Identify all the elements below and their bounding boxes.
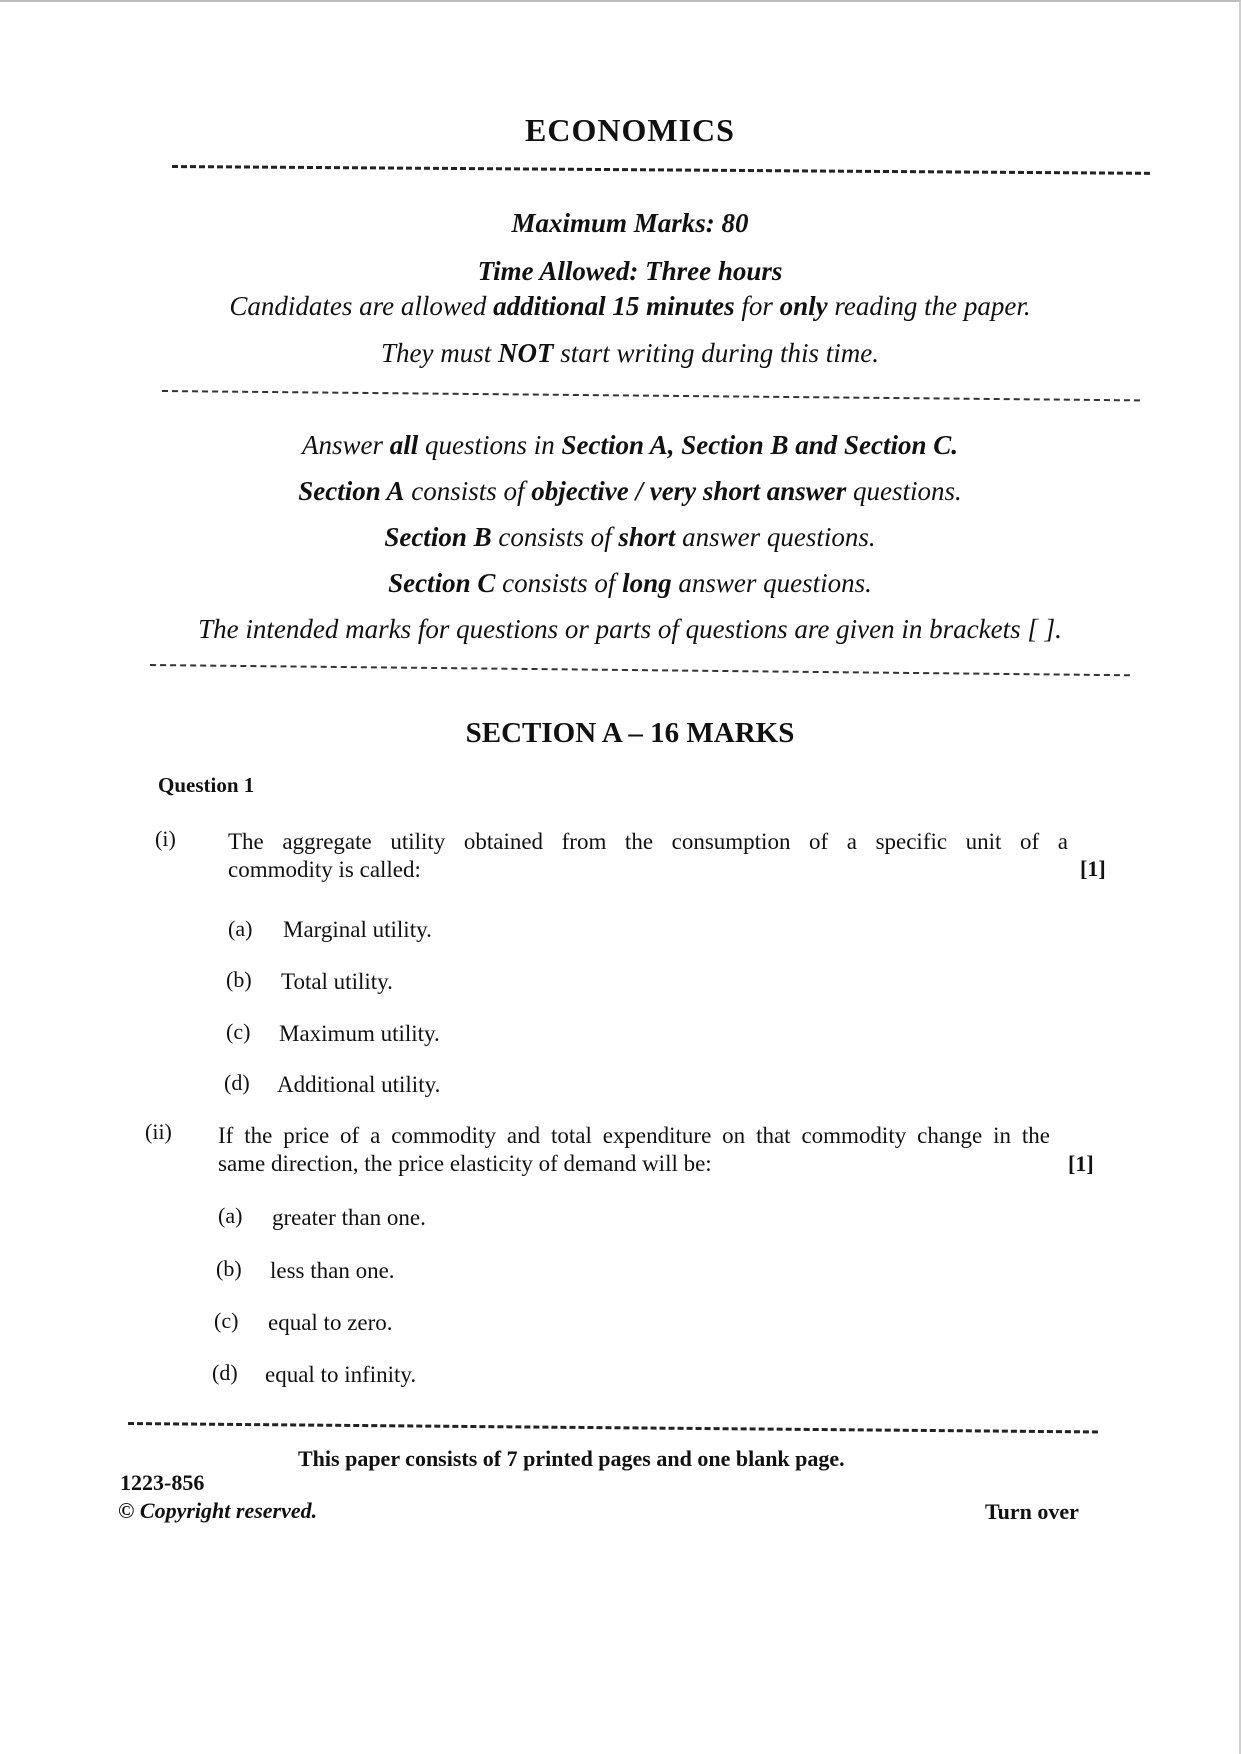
instr2-part2: consists of	[404, 476, 532, 506]
instruction-line-5: The intended marks for questions or parts of questions are given in brackets [ ].	[198, 614, 1062, 644]
part-i-option-a-label: (a)	[228, 916, 253, 941]
instr2-part4: questions.	[846, 476, 962, 506]
no-writing-part1: They must	[380, 338, 498, 368]
section-a-title: SECTION A – 16 MARKS	[465, 717, 795, 749]
reading-time-part5: reading the paper.	[827, 291, 1031, 321]
instr3-part1: Section B	[384, 522, 492, 552]
instruction-line-1	[130, 430, 1130, 461]
part-ii-number: (ii)	[145, 1119, 172, 1144]
reading-time-note	[110, 291, 1150, 322]
instruction-line-3	[130, 522, 1130, 553]
divider-footer	[128, 1422, 1098, 1433]
divider-instructions	[150, 664, 1130, 676]
part-ii-option-d-text: equal to infinity.	[265, 1362, 417, 1387]
instr1-part3: questions in	[418, 430, 562, 460]
instr2-part1: Section A	[298, 476, 405, 506]
reading-time-part1: Candidates are allowed	[229, 291, 494, 321]
part-i-option-d-text: Additional utility.	[277, 1072, 441, 1097]
instruction-line-4	[130, 568, 1130, 599]
no-writing-note	[130, 338, 1130, 369]
part-i-text-line2: commodity is called:	[228, 857, 421, 882]
part-i-number: (i)	[155, 826, 176, 851]
no-writing-part2: NOT	[497, 338, 554, 368]
part-ii-option-d-label: (d)	[212, 1360, 238, 1385]
divider-header	[162, 390, 1140, 401]
instr4-part3: long	[622, 568, 672, 598]
part-ii-option-b-text: less than one.	[270, 1258, 395, 1283]
part-ii-option-c-text: equal to zero.	[268, 1310, 393, 1335]
part-ii-option-a-text: greater than one.	[272, 1205, 426, 1230]
part-ii-text-line1: If the price of a commodity and total expenditure on that commodity change in the	[218, 1123, 1050, 1148]
part-i-option-c-label: (c)	[226, 1019, 251, 1044]
instr4-part1: Section C	[388, 568, 496, 598]
paper-title: ECONOMICS	[525, 112, 735, 148]
part-ii-marks: [1]	[1068, 1151, 1094, 1176]
reading-time-part4: only	[779, 291, 828, 321]
part-i-option-a-text: Marginal utility.	[283, 917, 432, 942]
time-allowed: Time Allowed: Three hours	[477, 256, 783, 286]
part-i-text-line1: The aggregate utility obtained from the consumption of a specific unit of a	[228, 829, 1068, 854]
turn-over: Turn over	[985, 1499, 1079, 1524]
no-writing-part3: start writing during this time.	[553, 338, 880, 368]
divider-top	[172, 165, 1150, 175]
part-ii-option-c-label: (c)	[214, 1308, 239, 1333]
question-1-heading: Question 1	[158, 773, 255, 797]
instruction-line-2	[130, 476, 1130, 507]
instr1-part4: Section A, Section B and Section C.	[561, 430, 959, 460]
instr3-part3: short	[618, 522, 676, 552]
instr3-part4: answer questions.	[675, 522, 876, 552]
reading-time-part3: for	[734, 291, 780, 321]
instr1-part2: all	[389, 430, 419, 460]
part-i-option-c-text: Maximum utility.	[279, 1021, 440, 1046]
part-ii-option-a-label: (a)	[218, 1203, 243, 1228]
instr3-part2: consists of	[491, 522, 619, 552]
instr4-part2: consists of	[495, 568, 623, 598]
instr2-part3: objective / very short answer	[531, 476, 847, 506]
part-i-option-b-label: (b)	[226, 967, 252, 992]
instr4-part4: answer questions.	[671, 568, 872, 598]
part-ii-option-b-label: (b)	[216, 1256, 242, 1281]
instr1-part1: Answer	[301, 430, 390, 460]
part-i-option-d-label: (d)	[224, 1070, 250, 1095]
max-marks: Maximum Marks: 80	[511, 208, 749, 238]
paper-code: 1223-856	[120, 1470, 205, 1495]
copyright-notice: © Copyright reserved.	[118, 1498, 318, 1523]
part-i-option-b-text: Total utility.	[281, 969, 393, 994]
part-ii-text-line2: same direction, the price elasticity of demand will be:	[218, 1151, 712, 1176]
part-i-text	[228, 828, 1068, 884]
part-i-marks: [1]	[1080, 856, 1106, 881]
part-ii-text	[218, 1122, 1050, 1178]
reading-time-part2: additional 15 minutes	[493, 291, 735, 321]
pages-note: This paper consists of 7 printed pages and one blank page.	[298, 1446, 845, 1471]
